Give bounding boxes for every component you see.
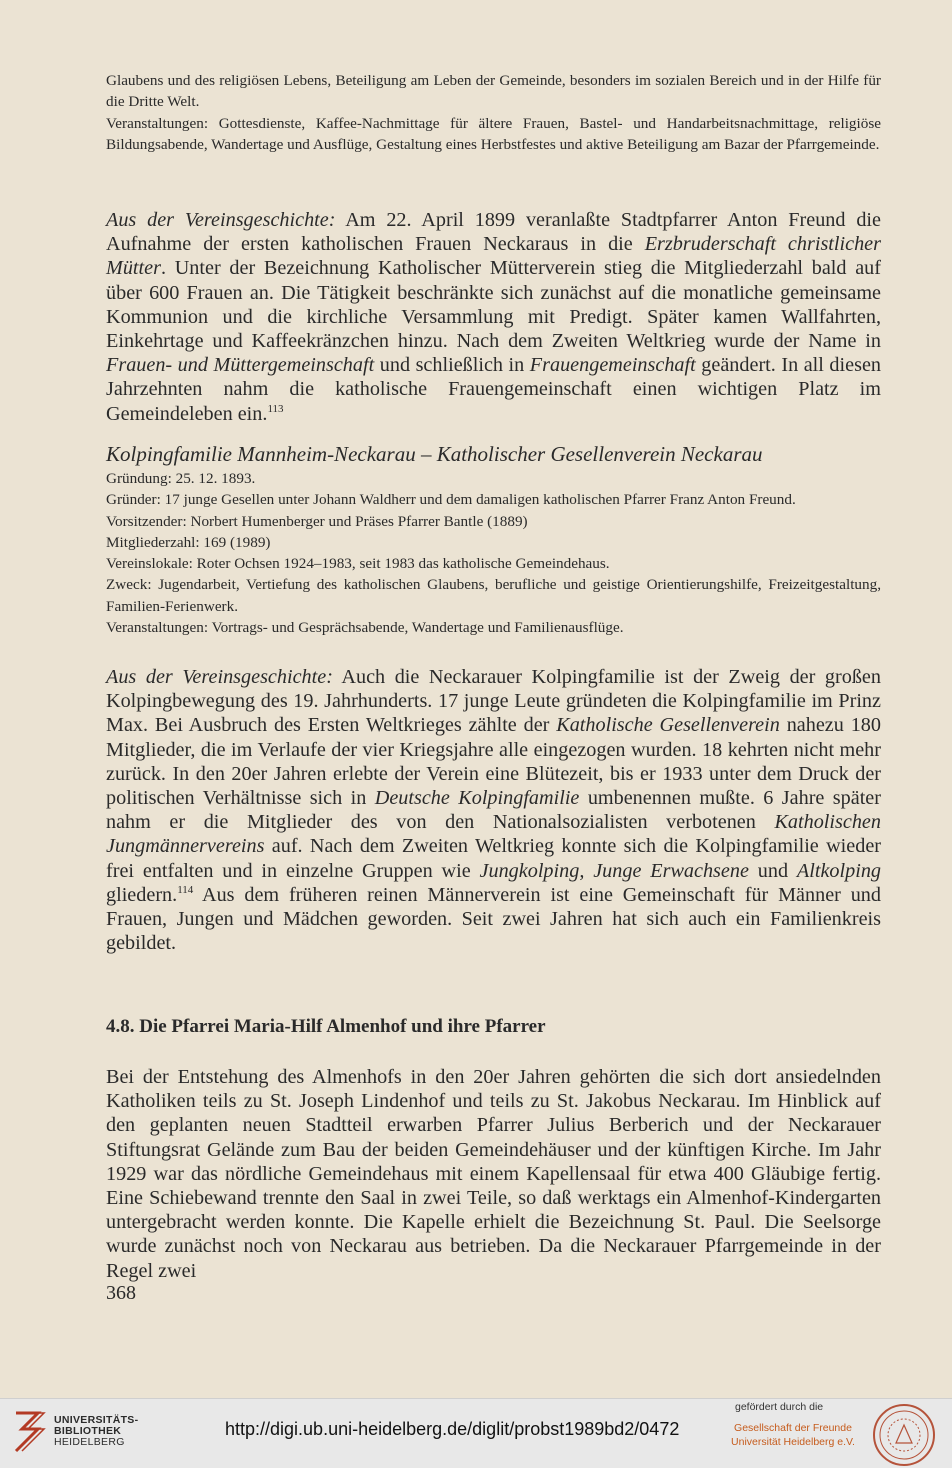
sponsor-name-line: Gesellschaft der Freunde: [734, 1422, 852, 1434]
library-name-line: UNIVERSITÄTS-: [54, 1414, 139, 1426]
history-frauen-paragraph: [106, 208, 881, 426]
history-label: Aus der Vereinsgeschichte:: [106, 666, 333, 688]
history-label: Aus der Vereinsgeschichte:: [106, 209, 336, 231]
university-seal-icon: [872, 1403, 936, 1467]
kolping-facts: [106, 468, 881, 638]
text-run: umbenennen mußte. 6 Jahre später nahm er die Mitglieder des von den Nationalsozialisten verbotenen: [106, 787, 881, 834]
intro-paragraph-1: Glaubens und des religiösen Lebens, Beteiligung am Leben der Gemeinde, besonders im sozialen Bereich und in der Hilfe für die Dritte Welt.: [106, 72, 881, 111]
kolping-veranstaltungen: Veranstaltungen: Vortrags- und Gesprächsabende, Wandertage und Familienausflüge.: [106, 619, 624, 637]
section-paragraph: Bei der Entstehung des Almenhofs in den 20er Jahren gehörten die sich dort ansiedelnden Katholiken teils zu St. Joseph Lindenhof und teils zu St. Jakobus Neckarau. Im Hinblick auf den geplanten neuen Stadtteil erwarben Pfarrer Julius Berberich und der Neckarauer Stiftungsrat Gelände zum Bau der beiden Gemeindehäuser und der künftigen Kirche. Im Jahr 1929 war das nördliche Gemeindehaus mit einem Kapellensaal für etwa 400 Gläubige fertig. Eine Schiebewand trennte den Saal in zwei Teile, so daß werktags ein Almenhof-Kindergarten untergebracht werden konnte. Die Kapelle erhielt die Bezeichnung St. Paul. Die Seelsorge wurde zunächst noch von Neckarau aus betrieben. Da die Neckarauer Pfarrgemeinde in der Regel zwei: [106, 1066, 881, 1282]
text-run: Auch die Neckarauer Kolpingfamilie ist der Zweig der großen Kolpingbewegung des 19. Jahrhunderts. 17 junge Leute gründeten die Kolpingfamilie im Prinz Max. Bei Ausbruch des Ersten Weltkrieges zählte der: [106, 666, 881, 737]
library-name: [54, 1415, 138, 1448]
library-name-line: HEIDELBERG: [54, 1436, 125, 1448]
footnote-114: 114: [177, 883, 194, 896]
kolping-zweck: Zweck: Jugendarbeit, Vertiefung des katholischen Glaubens, berufliche und geistige Orientierungshilfe, Freizeitgestaltung, Familien-Ferienwerk.: [106, 576, 881, 615]
kolping-gruender: Gründer: 17 junge Gesellen unter Johann Waldherr und dem damaligen katholischen Pfarrer Franz Anton Freund.: [106, 491, 796, 509]
footnote-113: 113: [267, 402, 284, 415]
kolping-vorsitz: Vorsitzender: Norbert Humenberger und Präses Pfarrer Bantle (1889): [106, 512, 528, 530]
history-kolping-paragraph: [106, 665, 881, 955]
italic-run: Altkolping: [796, 859, 882, 882]
library-logo-icon: [8, 1407, 48, 1457]
text-run: und: [748, 859, 797, 882]
italic-run: Jungkolping, Junge Erwachsene: [479, 859, 749, 882]
page-number: 368: [106, 1282, 136, 1304]
intro-block: [106, 70, 881, 155]
intro-paragraph-2: Veranstaltungen: Gottesdienste, Kaffee-Nachmittage für ältere Frauen, Bastel- und Handarbeitsnachmittage, religiöse Bildungsabende, Wandertage und Ausflüge, Gestaltung eines Herbstfestes und aktive Beteiligung am Bazar der Pfarrgemeinde.: [106, 114, 881, 153]
kolping-mitglieder: Mitgliederzahl: 169 (1989): [106, 533, 271, 551]
italic-run: Frauen- und Müttergemeinschaft: [106, 354, 375, 377]
kolping-lokale: Vereinslokale: Roter Ochsen 1924–1983, seit 1983 das katholische Gemeindehaus.: [106, 555, 610, 573]
sponsor-label: gefördert durch die: [735, 1401, 824, 1413]
italic-run: Katholischen Jungmännervereins: [106, 811, 881, 858]
text-run: . Unter der Bezeichnung Katholischer Mütterverein stieg die Mitgliederzahl bald auf über 600 Frauen an. Die Tätigkeit beschränkte sich zunächst auf die monatliche gemeinsame Kommunion und die kirchliche Versammlung mit Predigt. Später kamen Wallfahrten, Einkehrtage und Kaffeekränzchen hinzu. Nach dem Zweiten Weltkrieg wurde der Name in: [106, 257, 881, 353]
text-run: Am 22. April 1899 veranlaßte Stadtpfarrer Anton Freund die Aufnahme der ersten katholischen Frauen Neckaraus in die: [106, 209, 882, 256]
section-body: [106, 1065, 881, 1283]
text-run: auf. Nach dem Zweiten Weltkrieg konnte sich die Kolpingfamilie wieder frei entfalten und in einzelne Gruppen wie: [106, 835, 881, 882]
italic-run: Deutsche Kolpingfamilie: [374, 787, 580, 810]
text-run: nahezu 180 Mitglieder, die im Verlaufe der vier Kriegsjahre alle eingezogen wurden. 18 kehrten nicht mehr zurück. In den 20er Jahren erlebte der Verein eine Blütezeit, bis er 1933 unter dem Druck der politischen Verhältnisse sich in: [106, 714, 881, 810]
kolping-gruendung: Gründung: 25. 12. 1893.: [106, 470, 256, 487]
section-heading: 4.8. Die Pfarrei Maria-Hilf Almenhof und ihre Pfarrer: [106, 1016, 546, 1037]
library-name-line: BIBLIOTHEK: [54, 1425, 122, 1437]
kolping-section: [106, 442, 881, 638]
sponsor-name-line: Universität Heidelberg e.V.: [731, 1436, 855, 1448]
history-kolping: [106, 665, 881, 955]
footer-bar: [0, 1398, 952, 1468]
sponsor-name: [728, 1421, 858, 1449]
source-url-link[interactable]: http://digi.ub.uni-heidelberg.de/diglit/probst1989bd2/0472: [225, 1419, 680, 1439]
kolping-title: Kolpingfamilie Mannheim-Neckarau – Katholischer Gesellenverein Neckarau: [106, 442, 763, 466]
history-frauen: [106, 208, 881, 426]
text-run: Aus dem früheren reinen Männerverein ist eine Gemeinschaft für Männer und Frauen, Jungen und Mädchen geworden. Seit zwei Jahren hat sich auch ein Familienkreis gebildet.: [106, 883, 881, 955]
italic-run: Katholische Gesellenverein: [556, 714, 780, 737]
italic-run: Erzbruderschaft christlicher Mütter: [106, 233, 881, 280]
text-run: gliedern.: [106, 883, 178, 906]
text-run: und schließlich in: [374, 354, 530, 377]
italic-run: Frauengemeinschaft: [529, 354, 696, 377]
text-run: geändert. In all diesen Jahrzehnten nahm die katholische Frauengemeinschaft einen wichtigen Platz im Gemeindeleben ein.: [106, 354, 881, 425]
